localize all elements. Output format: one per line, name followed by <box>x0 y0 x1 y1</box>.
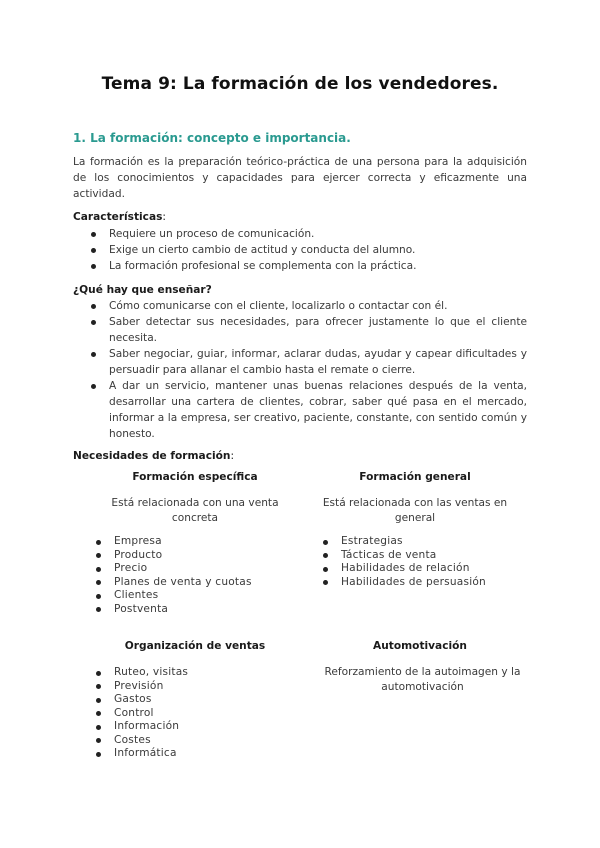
bullet-icon <box>96 553 101 558</box>
automotivacion-desc: Reforzamiento de la autoimagen y la automotivación <box>324 666 521 693</box>
que-ensenar-list <box>91 298 527 442</box>
list-item <box>91 314 527 346</box>
list-item <box>323 576 523 590</box>
bullet-icon <box>91 232 96 237</box>
especifica-desc: Está relacionada con una venta concreta <box>111 497 279 524</box>
list-item-text: Saber detectar sus necesidades, para ofrecer justamente lo que el cliente necesita. <box>109 316 527 344</box>
especifica-title: Formación específica <box>132 471 258 483</box>
list-item-text: Exige un cierto cambio de actitud y conducta del alumno. <box>109 244 416 256</box>
list-item <box>96 747 296 761</box>
list-item <box>96 734 296 748</box>
list-item-text: A dar un servicio, mantener unas buenas relaciones después de la venta, desarrollar una cartera de clientes, cobrar, saber qué pasa en el mercado, informar a la empresa, ser creativo, paciente, constante, con sentido común y honesto. <box>109 380 527 440</box>
caracteristicas-label-text: Características <box>73 211 163 223</box>
intro-paragraph: La formación es la preparación teórico-práctica de una persona para la adquisición de los conocimientos y capacidades para ejercer correcta y eficazmente una actividad. <box>73 156 527 200</box>
list-item-text: Estrategias <box>341 535 403 547</box>
bullet-icon <box>96 752 101 757</box>
bullet-icon <box>96 671 101 676</box>
list-item <box>96 576 296 590</box>
list-item <box>323 535 523 549</box>
list-item-text: Costes <box>114 733 151 746</box>
organizacion-list <box>96 666 296 761</box>
bullet-icon <box>96 540 101 545</box>
page-title: Tema 9: La formación de los vendedores. <box>101 74 499 94</box>
bullet-icon <box>96 567 101 572</box>
bullet-icon <box>91 352 96 357</box>
list-item <box>91 346 527 378</box>
list-item-text: Postventa <box>114 602 169 615</box>
bullet-icon <box>96 698 101 703</box>
bullet-icon <box>96 684 101 689</box>
automotivacion-title: Automotivación <box>373 640 467 652</box>
list-item <box>91 298 527 314</box>
que-ensenar-label: ¿Qué hay que enseñar? <box>73 284 212 296</box>
list-item <box>96 720 296 734</box>
list-item-text: La formación profesional se complementa con la práctica. <box>109 260 417 272</box>
list-item-text: Requiere un proceso de comunicación. <box>109 228 315 240</box>
list-item-text: Ruteo, visitas <box>114 666 189 678</box>
list-item-text: Producto <box>114 548 163 561</box>
bullet-icon <box>91 304 96 309</box>
caracteristicas-label: Características: <box>73 211 166 223</box>
list-item-text: Previsión <box>114 679 164 692</box>
list-item-text: Empresa <box>114 535 162 547</box>
list-item-text: Cómo comunicarse con el cliente, localizarlo o contactar con él. <box>109 300 448 312</box>
bullet-icon <box>323 580 328 585</box>
bullet-icon <box>91 264 96 269</box>
list-item <box>96 666 296 680</box>
list-item <box>96 562 296 576</box>
list-item <box>96 589 296 603</box>
list-item <box>96 707 296 721</box>
list-item <box>323 549 523 563</box>
list-item <box>96 535 296 549</box>
list-item <box>91 226 527 242</box>
bullet-icon <box>323 540 328 545</box>
list-item-text: Precio <box>114 562 148 574</box>
section-heading: 1. La formación: concepto e importancia. <box>73 131 351 145</box>
general-list <box>323 535 523 589</box>
bullet-icon <box>323 567 328 572</box>
list-item <box>96 549 296 563</box>
bullet-icon <box>91 384 96 389</box>
bullet-icon <box>96 725 101 730</box>
bullet-icon <box>96 607 101 612</box>
general-title: Formación general <box>359 471 471 483</box>
bullet-icon <box>96 711 101 716</box>
list-item-text: Habilidades de persuasión <box>341 575 486 588</box>
list-item <box>91 242 527 258</box>
organizacion-title: Organización de ventas <box>124 640 266 652</box>
especifica-list <box>96 535 296 616</box>
list-item-text: Informática <box>114 747 177 759</box>
list-item-text: Gastos <box>114 693 152 705</box>
necesidades-label: Necesidades de formación: <box>73 450 235 462</box>
list-item <box>91 378 527 442</box>
list-item-text: Control <box>114 706 154 719</box>
caracteristicas-list <box>91 226 527 274</box>
bullet-icon <box>91 248 96 253</box>
bullet-icon <box>323 553 328 558</box>
list-item <box>96 603 296 617</box>
bullet-icon <box>96 580 101 585</box>
list-item <box>96 693 296 707</box>
necesidades-label-text: Necesidades de formación <box>73 450 231 462</box>
list-item <box>323 562 523 576</box>
bullet-icon <box>96 594 101 599</box>
list-item-text: Información <box>114 720 180 732</box>
list-item-text: Saber negociar, guiar, informar, aclarar dudas, ayudar y capear dificultades y persuadir para allanar el cambio hasta el remate o cierre. <box>109 348 527 376</box>
list-item <box>91 258 527 274</box>
list-item-text: Clientes <box>114 589 159 601</box>
list-item-text: Habilidades de relación <box>341 562 470 574</box>
bullet-icon <box>96 738 101 743</box>
bullet-icon <box>91 320 96 325</box>
list-item-text: Tácticas de venta <box>341 548 437 561</box>
list-item-text: Planes de venta y cuotas <box>114 575 252 588</box>
list-item <box>96 680 296 694</box>
general-desc: Está relacionada con las ventas en general <box>322 497 508 524</box>
